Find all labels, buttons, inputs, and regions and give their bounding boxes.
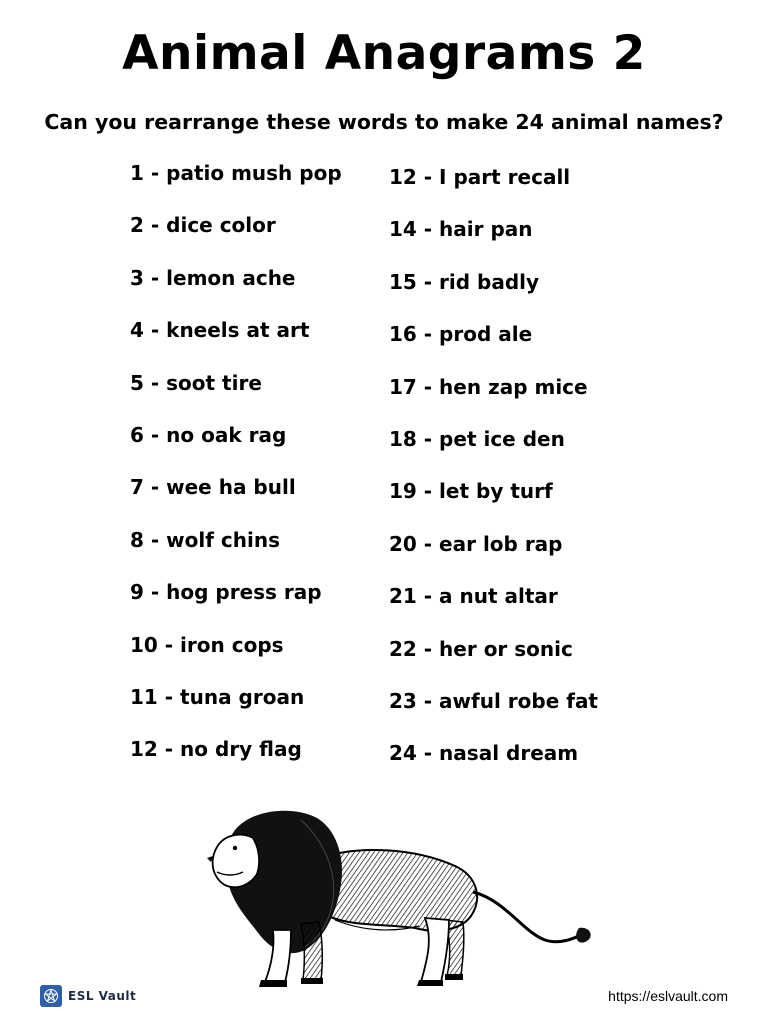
pentagram-logo-icon — [40, 985, 62, 1007]
anagram-item: 24 - nasal dream — [389, 741, 579, 766]
anagram-list-right — [389, 162, 598, 791]
anagram-item: 18 - pet ice den — [389, 426, 565, 451]
anagram-list-left — [130, 158, 342, 787]
anagram-item: 6 - no oak rag — [130, 422, 287, 447]
anagram-item: 16 - prod ale — [389, 322, 533, 347]
anagram-item: 4 - kneels at art — [130, 318, 310, 343]
site-url[interactable]: https://eslvault.com — [608, 988, 728, 1004]
anagram-item: 23 - awful robe fat — [389, 688, 598, 713]
esl-vault-logo — [40, 983, 136, 1009]
anagram-item: 21 - a nut altar — [389, 584, 558, 609]
anagram-item: 8 - wolf chins — [130, 527, 280, 552]
anagram-item: 11 - tuna groan — [130, 684, 305, 709]
anagram-item: 12 - no dry flag — [130, 737, 302, 762]
anagram-item: 9 - hog press rap — [130, 580, 322, 605]
anagram-item: 17 - hen zap mice — [389, 374, 588, 399]
anagram-item: 15 - rid badly — [389, 269, 540, 294]
anagram-item: 19 - let by turf — [389, 479, 553, 504]
page-title: Animal Anagrams 2 — [122, 26, 646, 81]
anagram-item: 22 - her or sonic — [389, 636, 573, 661]
logo-text: ESL Vault — [68, 989, 137, 1003]
anagram-item: 14 - hair pan — [389, 217, 533, 242]
lion-illustration — [205, 800, 597, 990]
anagram-item: 12 - I part recall — [389, 165, 571, 189]
anagram-item: 20 - ear lob rap — [389, 531, 563, 556]
anagram-item: 3 - lemon ache — [130, 265, 296, 290]
anagram-item: 2 - dice color — [130, 213, 276, 238]
anagram-item: 10 - iron cops — [130, 632, 284, 657]
anagram-item: 7 - wee ha bull — [130, 475, 296, 500]
anagram-item: 5 - soot tire — [130, 370, 262, 395]
instructions: Can you rearrange these words to make 24 animal names? — [44, 110, 724, 134]
anagram-item: 1 - patio mush pop — [130, 161, 342, 185]
